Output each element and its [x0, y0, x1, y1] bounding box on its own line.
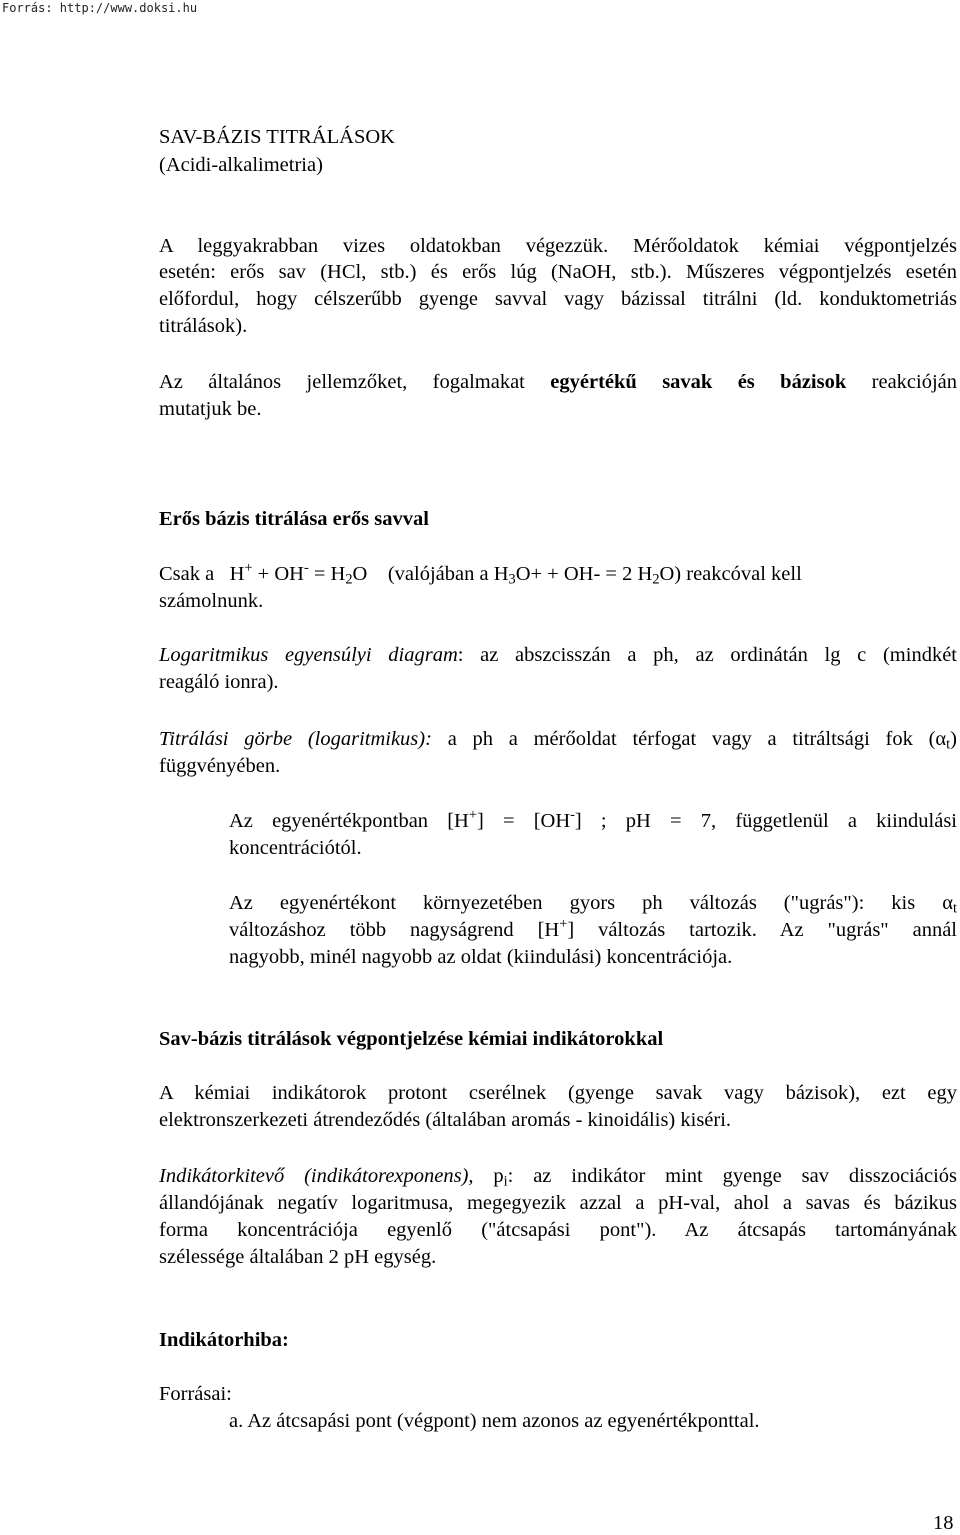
eq-end: O) reakcóval kell	[659, 563, 802, 585]
intro-line-4: titrálások).	[159, 315, 248, 337]
sources-label: Forrásai:	[159, 1383, 232, 1405]
section1-heading: Erős bázis titrálása erős savval	[159, 508, 429, 530]
eq-real-mid: O+ + OH- = 2	[515, 563, 633, 585]
indicator-line-2: elektronszerkezeti átrendeződés (általában aromás - kinoidális) kiséri.	[159, 1109, 732, 1131]
general-line-2: mutatjuk be.	[159, 398, 262, 420]
intro-line-3: előfordul, hogy célszerűbb gyenge savval vagy bázissal titrálni (ld. konduktometriás	[159, 288, 957, 310]
indicator-exponent-line-3: forma koncentrációja egyenlő ("átcsapási pont"). Az átcsapás tartományának	[159, 1219, 957, 1241]
equivalence-point-line-2: koncentrációtól.	[229, 837, 362, 859]
page-number: 18	[933, 1512, 954, 1534]
section3-heading: Indikátorhiba:	[159, 1329, 289, 1351]
log-diagram-label: Logaritmikus egyensúlyi diagram	[159, 644, 458, 666]
equivalence-point-line-1: Az egyenértékpontban [H+] = [OH-] ; pH = 7, függetlenül a kiindulási	[229, 807, 957, 832]
indicator-exponent-label: Indikátorkitevő (indikátorexponens),	[159, 1165, 474, 1187]
general-text-c: reakcióján	[871, 371, 958, 393]
page-title: SAV-BÁZIS TITRÁLÁSOK	[159, 126, 395, 148]
intro-line-2: esetén: erős sav (HCl, stb.) és erős lúg (NaOH, stb.). Műszeres végpontjelzés esetén	[159, 261, 957, 283]
eq-real-open: (valójában a	[387, 563, 489, 585]
reaction-equation-line: Csak a $H^+ + OH^- = H_2O$ (valójában a $H_3O+ + OH- = 2$ $H_2O$) reakcóval kell	[159, 560, 802, 588]
eq-intro: Csak a	[159, 563, 215, 585]
log-diagram-line-1	[159, 642, 957, 669]
intro-line-1: A leggyakrabban vizes oldatokban végezzük. Mérőoldatok kémiai végpontjelzés	[159, 235, 957, 257]
source-url: Forrás: http://www.doksi.hu	[2, 1, 198, 15]
titration-curve-label: Titrálási görbe (logaritmikus):	[159, 728, 432, 750]
section2-heading: Sav-bázis titrálások végpontjelzése kémiai indikátorokkal	[159, 1028, 664, 1050]
indicator-exponent-line-2: állandójának negatív logaritmusa, megegyezik azzal a pH-val, ahol a savas és bázikus	[159, 1192, 957, 1214]
indicator-exponent-line-4: szélessége általában 2 pH egység.	[159, 1246, 437, 1268]
jump-line-3: nagyobb, minél nagyobb az oldat (kiindulási) koncentrációja.	[229, 946, 733, 968]
titration-curve-line-1: Titrálási görbe (logaritmikus): a ph a mérőoldat térfogat vagy a titráltsági fok $(\alpha_t)$	[159, 728, 957, 753]
titration-curve-text: a ph a mérőoldat térfogat vagy a titráltsági fok (	[447, 728, 936, 750]
indicator-exponent-line-1: Indikátorkitevő (indikátorexponens), $p_i$: az indikátor mint gyenge sav disszociációs	[159, 1165, 957, 1190]
sources-item-a: a. Az átcsapási pont (végpont) nem azonos az egyenértékponttal.	[229, 1410, 760, 1432]
jump-line-1: Az egyenértékont környezetében gyors ph változás ("ugrás"): kis $\alpha_t$	[229, 892, 957, 917]
reaction-equation-line-2: számolnunk.	[159, 590, 264, 612]
general-line-1	[159, 369, 957, 396]
log-diagram-text: : az abszcisszán a ph, az ordinátán lg c (mindkét	[457, 644, 957, 666]
general-text-a: Az általános jellemzőket, fogalmakat	[159, 371, 525, 393]
jump-line-2: változáshoz több nagyságrend [H+] változás tartozik. Az "ugrás" annál	[229, 916, 957, 941]
titration-curve-line-2: függvényében.	[159, 755, 281, 777]
general-bold: egyértékű savak és bázisok	[550, 371, 847, 393]
indicator-line-1: A kémiai indikátorok protont cserélnek (gyenge savak vagy bázisok), ezt egy	[159, 1082, 957, 1104]
log-diagram-line-2: reagáló ionra).	[159, 671, 279, 693]
page-subtitle: (Acidi-alkalimetria)	[159, 154, 323, 176]
